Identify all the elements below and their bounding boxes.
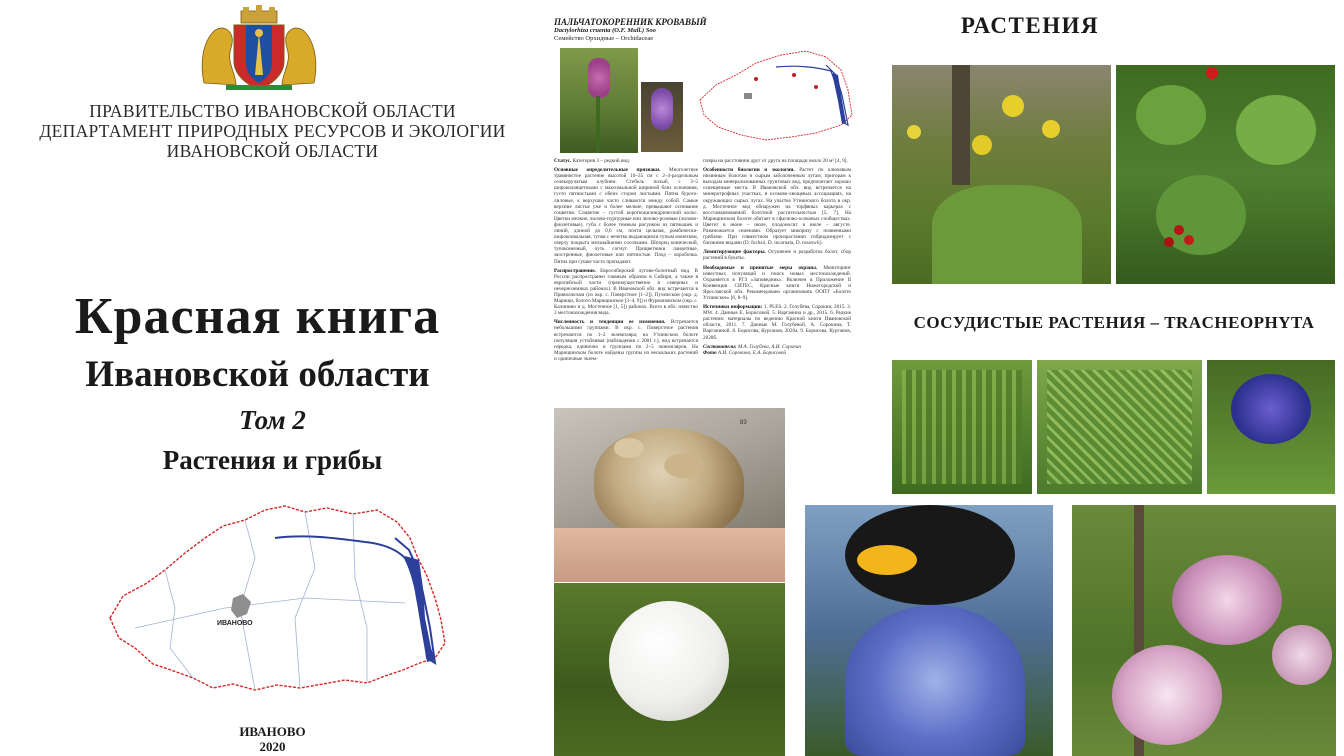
section-status: Категория 3 – редкий вид. (572, 158, 631, 164)
orchid-photo-2 (641, 82, 683, 152)
photo-gentian (1207, 360, 1335, 494)
photo-epipactis (1072, 505, 1336, 756)
orchid-photo-1 (560, 48, 638, 153)
section-authors: М.А. Голубева, А.И. Сорокин (737, 343, 801, 350)
map-city-label: ИВАНОВО (217, 620, 253, 627)
photo-number: 83 (740, 420, 747, 426)
section-distribution-head: Распространение. (554, 267, 596, 274)
text-column-1 (554, 158, 698, 362)
section-ecology-head: Особенности биологии и экологии. (703, 167, 795, 174)
government-line-2: ДЕПАРТАМЕНТ ПРИРОДНЫХ РЕСУРСОВ И ЭКОЛОГИИ (39, 121, 506, 141)
section-abundance: Встречается небольшими группами. В окр. с. Поверстное растения встречаются по 1–2 экземпляра; на Утиинском болоте популяция устойчивая (наблюдения с 2001 г.), вид встречается изредка, единично и группами по 2–5 экземпляров. На Марищинском болоте найдены группы из нескольких растений и одиночные экзем- (554, 319, 698, 362)
species-family: Семейство Орхидные – Orchidaceae (554, 35, 654, 42)
species-page (548, 0, 858, 405)
section-status-head: Статус. (554, 158, 572, 164)
book-subtitle: Растения и грибы (162, 445, 383, 475)
section-abundance-head: Численность и тенденции ее изменения. (554, 319, 666, 326)
mushroom-photo-griffola (554, 408, 785, 582)
book-volume: Том 2 (239, 405, 306, 435)
government-line-3: ИВАНОВСКОЙ ОБЛАСТИ (166, 141, 379, 161)
book-title: Красная книга (74, 288, 441, 345)
photo-lycopodium (892, 360, 1032, 494)
section-protection: Мониторинг известных популяций и поиск новых местонахождений. Охраняется в РГЗ «Заповедник». Включен в Приложение II Конвенции СИТЕС, Красные книги Нижегородской и Ярославской обл. Рекомендовано организовать ООПТ «Болото Утиинское» [6, 8–9]. (703, 264, 852, 301)
section-sources: 1. PLES. 2. Голубева, Сорокин, 2015. 3. MW. 4. Данные Е. Борисовой. 5. Варганина и др., 2015. 6. Редкие растения: материалы по ведению Красной книги Ивановской области, 2011. 7. Данные М. Голубевой, А. Сорокина, Т. Варганиной. 8. Борисова, Курганов, 2020а. 9. Борисова, Курганов, 2020б. (703, 304, 851, 341)
section-features: Многолетнее травянистое растение высотой 10–35 см с 2–4-раздельным селекоручатым клубнем. Стебель полый, с 3–5 широколанцетными с максимальной шириной близ основания, густо пятнистыми с обеих сторон листьями. Пятна бурого-лиловые, к верхушке часто сливаются между собой. Самые верхние листья уже и более мелкие, превышают основание соцветия. Соцветие – густой короткоцилиндрический колос. Цветки мелкие, лилово-пурпурные или лилово-розовые (лилово-фиолетовые), губа с более темным рисунком из пятнышек и линий, длиной до 0,6 см, почти цельная, ромбически-широкоовальная, тупая с нечетко выдающимся тупым монетком, сверху покрыта мельчайшими сосочками. Шпорец конический, тупоконечный, чуть согнут. Прицветники ланцетные, заостренные, фиолетовые или пятнистые. Плод – коробочка. Пятна при сушке часто пропадают. (554, 167, 698, 265)
section-sources-head: Источники информации: (703, 304, 763, 311)
photo-actaea (1116, 65, 1335, 284)
species-title: ПАЛЬЧАТОКОРЕННИК КРОВАВЫЙ (554, 17, 707, 27)
species-latin: Dactylorhiza cruenta (O.F. Mull.) Soo (554, 27, 656, 34)
coat-of-arms-icon (196, 5, 322, 91)
section-limiting: Осушение и разработка болот, сбор растений в букеты. (703, 249, 852, 262)
distribution-map (696, 45, 856, 145)
publication-year: 2020 (259, 739, 286, 754)
section-limiting-head: Лимитирующие факторы. (703, 249, 766, 256)
mushroom-photo-puffball (554, 583, 785, 756)
publication-city: ИВАНОВО (239, 724, 306, 739)
section-subheading: СОСУДИСТЫЕ РАСТЕНИЯ – TRACHEOPHYTA (913, 313, 1315, 332)
photo-bumblebee (805, 505, 1053, 756)
section-heading: РАСТЕНИЯ (960, 13, 1100, 38)
section-protection-head: Необходимые и принятые меры охраны. (703, 264, 818, 271)
government-line-1: ПРАВИТЕЛЬСТВО ИВАНОВСКОЙ ОБЛАСТИ (89, 101, 456, 121)
section-distribution: Евросибирский лугово-болотный вид. В России распространен главным образом в Сибири, а также в европейской части (преимущественно в северных и нечерноземных районах). В Ивановской обл. вид встречается в Приволжском (из окр. с. Поверстное [1–2]), Пучежском (окр. д. Марищи, болото Марищинское [3–4, 9]) и Фурмановском (окр. с. Калинино и д. Мостечное [1, 5]) районах. Всего в обл. известно 3 местонахождения вида. (554, 267, 698, 317)
section-authors-head: Составители: (703, 343, 737, 350)
region-map (105, 498, 450, 698)
book-region: Ивановской области (85, 354, 430, 395)
text-column-2 (703, 158, 851, 356)
section-features-head: Основные определительные признаки. (554, 167, 661, 174)
section-abundance-cont: пляры на расстоянии друг от друга на площади около 20 м² [4, 9]. (703, 158, 848, 164)
photo-lady-slipper (892, 65, 1111, 284)
section-photo-credit: А.И. Сорокина, Е.А. Борисовой (717, 349, 786, 356)
photo-fern (1037, 360, 1202, 494)
book-cover (0, 0, 545, 756)
section-ecology: Растет по ключевым низинным болотам и сырым заболоченным лугам, пригорам к выходам минерализованных грунтовых вод, предпочитает хорошо освещенные места. В Ивановской обл. вид встречается на минеротрофных участках, в осоково-хвощевых ассоциациях, на окружающих сырых лугах. На участке Утиинского болота в окр. д. Мостечное вид обнаружен на торфяных карьерах с восстанавливаемой болотной растительностью [5, 7]. На Марищинском болоте обитает в сфагново-осоковых сообществах. Цветет в июне – июле, плодоносит в июле – августе. Размножается семенами. Образует микоризу с почвенными грибами. При совместном произрастании гибридизирует с близкими видами (D. fuchsii, D. incarnata, D. russowii). (703, 167, 851, 247)
section-photo-head: Фото (703, 349, 717, 356)
